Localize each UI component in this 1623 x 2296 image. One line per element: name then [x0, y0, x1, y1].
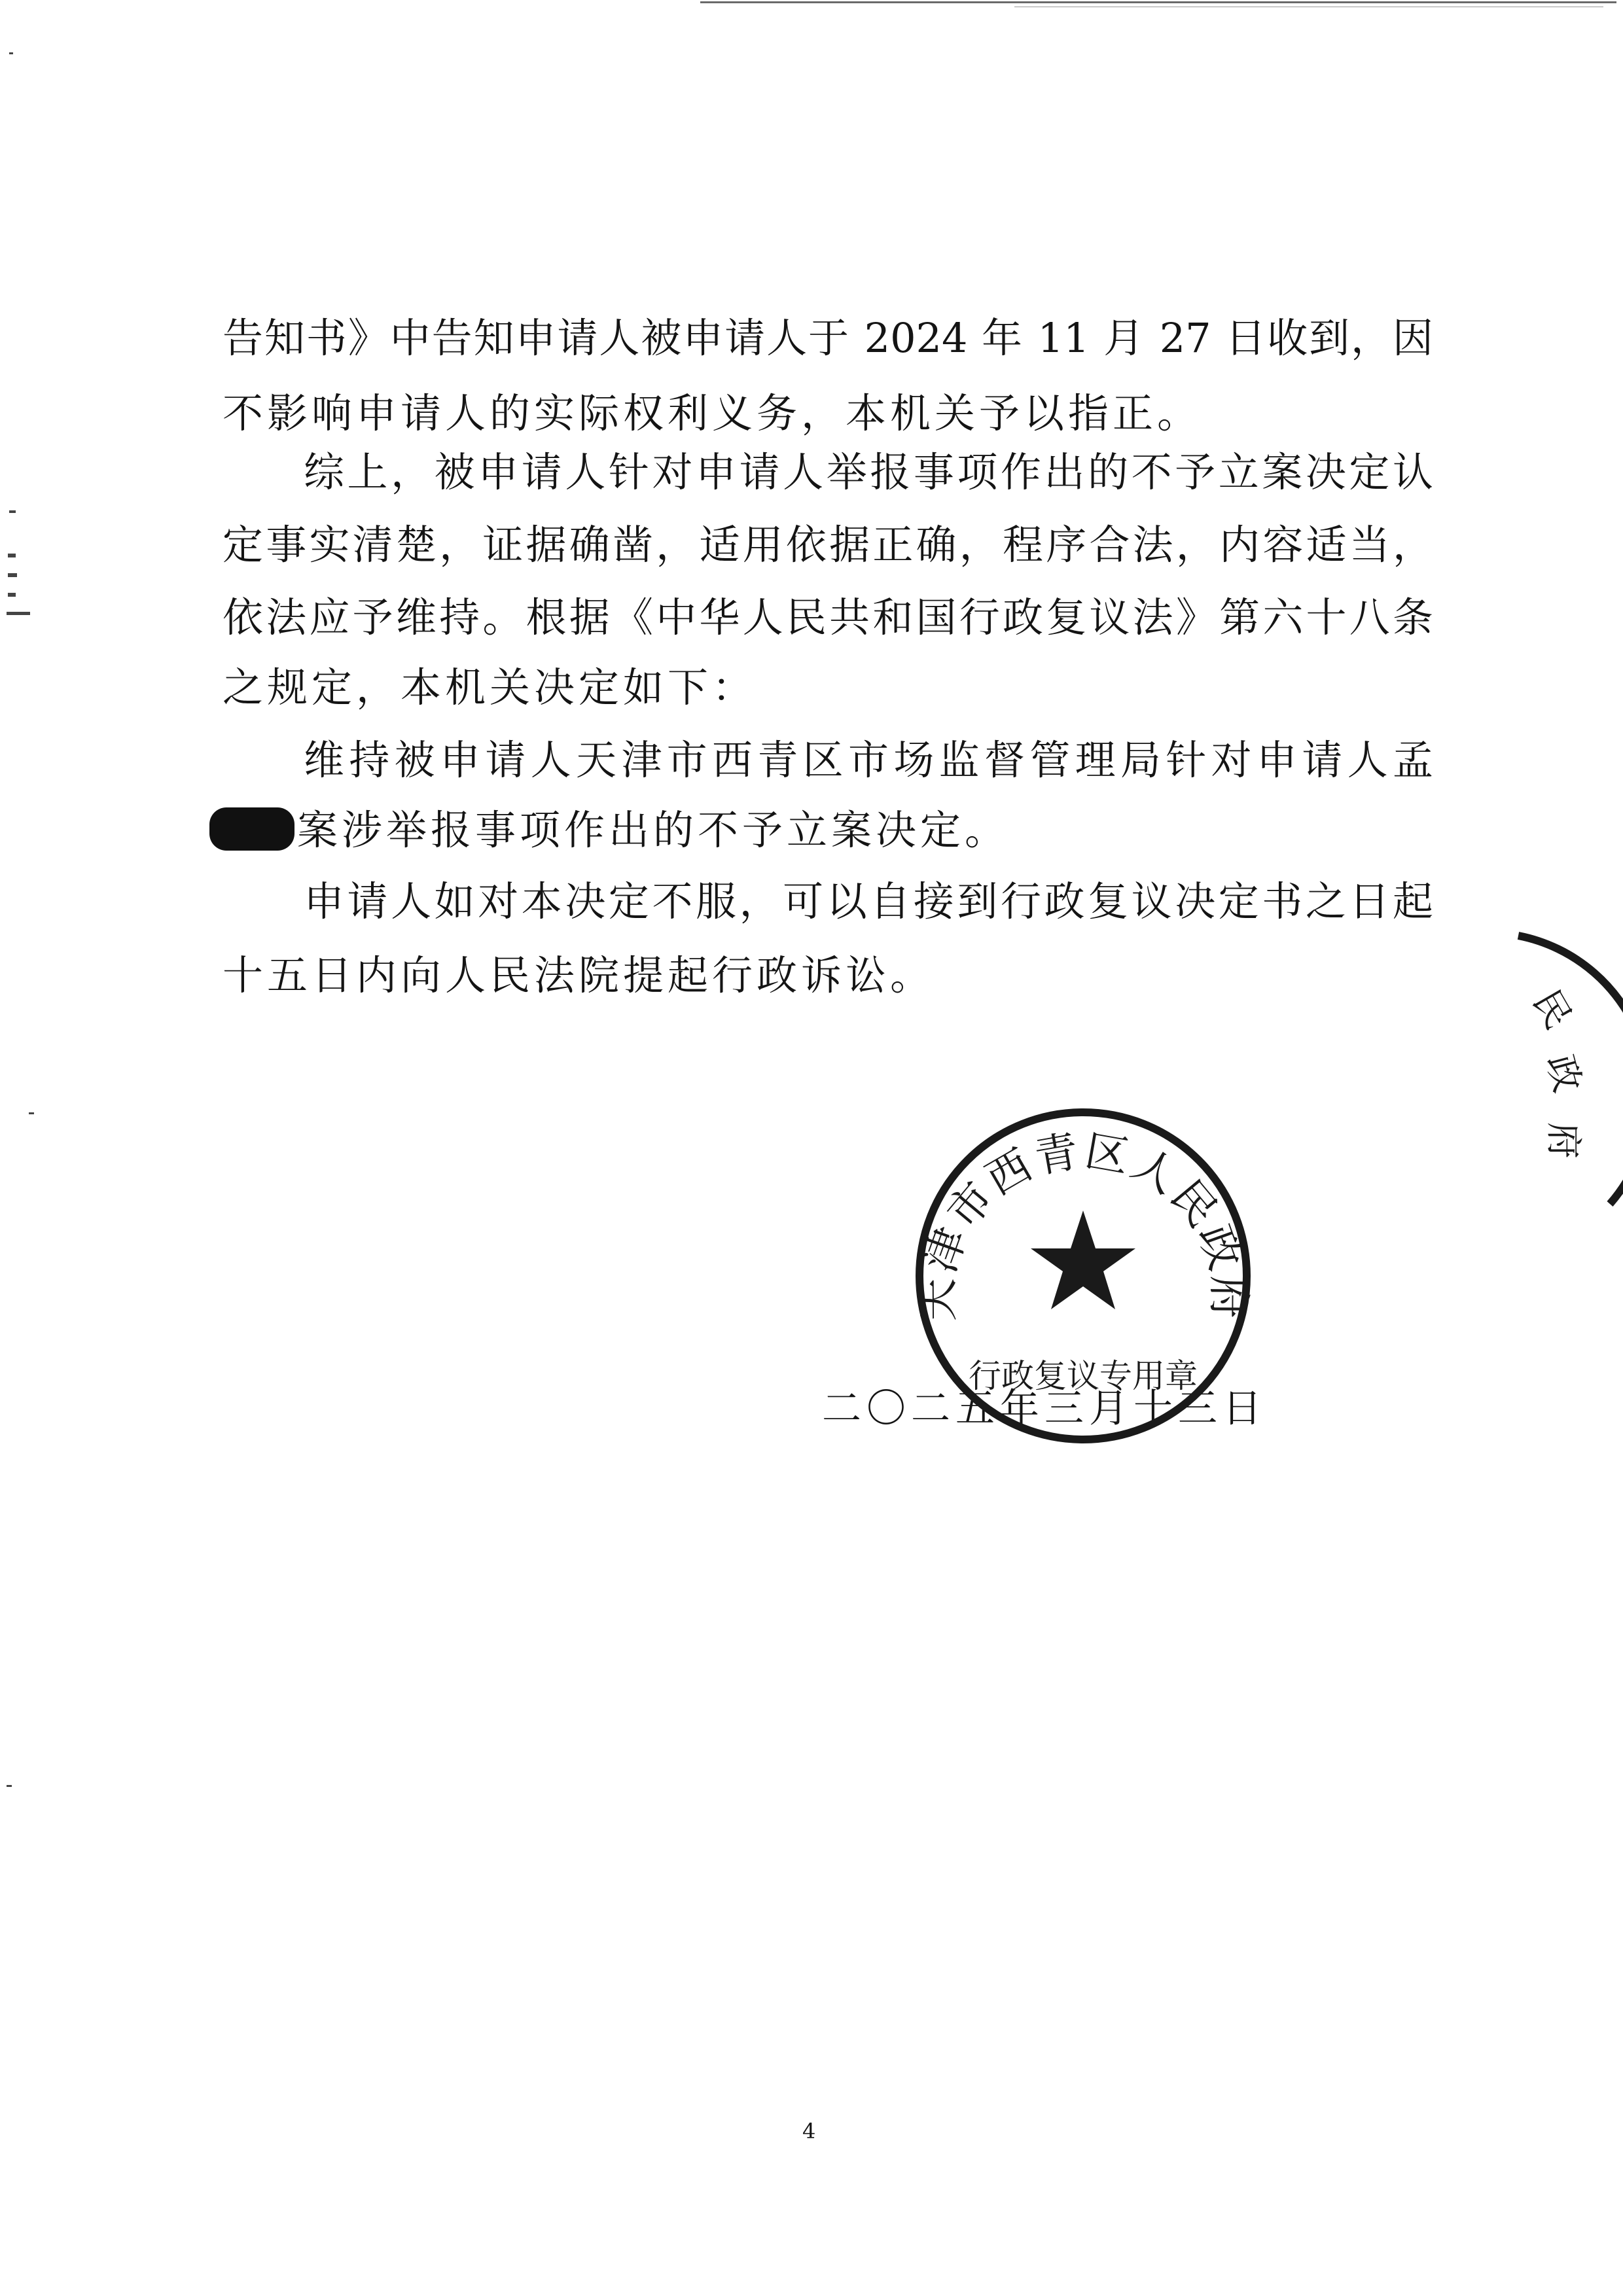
svg-text:行政复议专用章: 行政复议专用章 — [969, 1357, 1198, 1395]
official-seal-icon — [906, 1099, 1260, 1453]
scan-speck — [29, 1112, 34, 1114]
svg-text:民: 民 — [1524, 983, 1580, 1036]
scan-speck — [7, 612, 30, 615]
paragraph-line: 依法应予维持。根据《中华人民共和国行政复议法》第六十八条 — [223, 593, 1433, 641]
document-date: 二〇二五年三月十三日 — [822, 1386, 1267, 1432]
partial-seal-icon — [1505, 916, 1623, 1230]
scan-speck — [9, 510, 16, 513]
paragraph-line: 告知书》中告知申请人被申请人于 2024 年 11 月 27 日收到，因 — [223, 314, 1433, 362]
page-number: 4 — [802, 2119, 816, 2144]
paragraph-line: 之规定，本机关决定如下： — [223, 663, 757, 711]
paragraph-line-text: 案涉举报事项作出的不予立案决定。 — [297, 806, 1010, 854]
paragraph-line: 维持被申请人天津市西青区市场监督管理局针对申请人孟 — [304, 736, 1433, 784]
redaction-mark — [209, 807, 294, 851]
scan-speck — [9, 52, 13, 54]
scan-speck — [8, 593, 16, 597]
scan-border-line — [700, 1, 1616, 3]
paragraph-line-redacted — [209, 794, 1420, 866]
scan-speck — [7, 1785, 12, 1787]
svg-text:府: 府 — [1542, 1122, 1584, 1159]
svg-text:政: 政 — [1538, 1050, 1589, 1097]
svg-text:天津市西青区人民政府: 天津市西青区人民政府 — [912, 1125, 1255, 1322]
paragraph-line: 定事实清楚，证据确凿，适用依据正确，程序合法，内容适当， — [223, 521, 1433, 569]
paragraph-line: 十五日内向人民法院提起行政诉讼。 — [223, 951, 935, 999]
paragraph-line: 不影响申请人的实际权利义务，本机关予以指正。 — [223, 389, 1202, 437]
paragraph-line: 申请人如对本决定不服，可以自接到行政复议决定书之日起 — [304, 877, 1433, 925]
paragraph-line: 综上，被申请人针对申请人举报事项作出的不予立案决定认 — [304, 448, 1433, 496]
scan-speck — [8, 573, 17, 577]
scan-speck — [8, 554, 16, 557]
